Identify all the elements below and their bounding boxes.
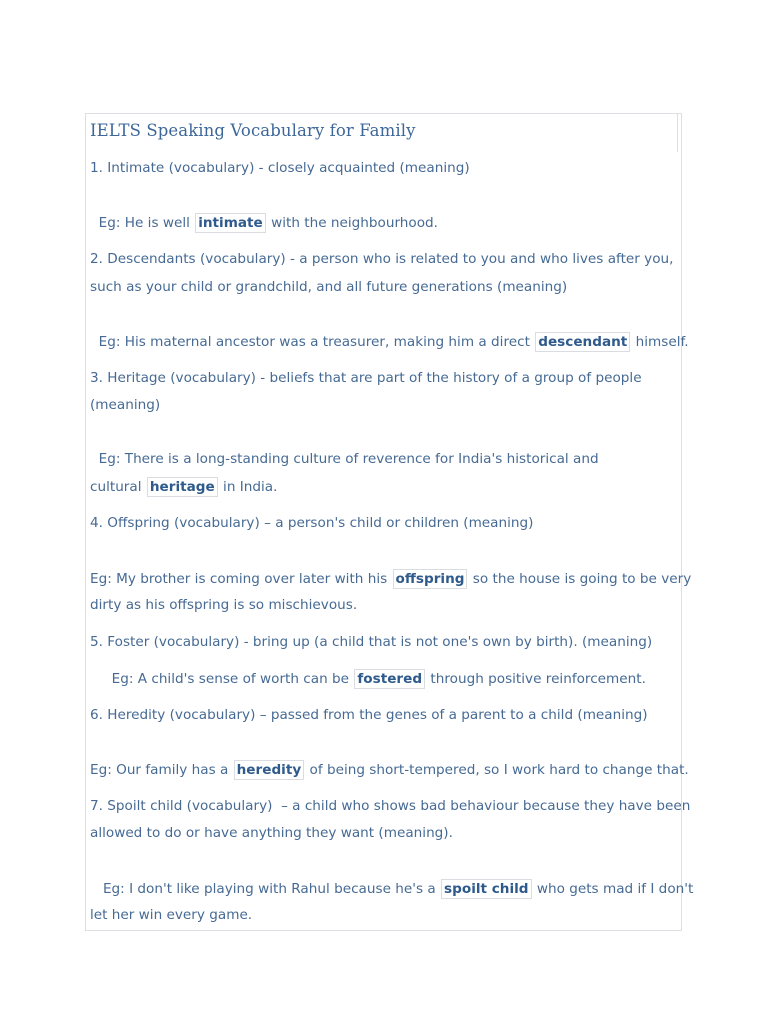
example-text: Eg: Our family has a <box>90 762 233 778</box>
definition-1-line-1: 1. Intimate (vocabulary) - closely acquainted (meaning) <box>90 160 470 176</box>
highlighted-word-offspring: offspring <box>393 569 468 589</box>
example-7-line-2: let her win every game. <box>90 907 253 923</box>
highlighted-word-descendant: descendant <box>535 332 630 352</box>
example-text: Eg: My brother is coming over later with his <box>90 571 392 587</box>
highlighted-word-intimate: intimate <box>195 213 266 233</box>
title-box <box>86 114 678 152</box>
definition-4-line-1: 4. Offspring (vocabulary) – a person's child or children (meaning) <box>90 515 534 531</box>
example-text: so the house is going to be very <box>468 571 692 587</box>
example-text: through positive reinforcement. <box>426 671 646 687</box>
example-2-line-1 <box>90 332 689 352</box>
example-text: with the neighbourhood. <box>266 215 439 231</box>
vocabulary-sheet <box>85 113 694 931</box>
definition-5-line-1: 5. Foster (vocabulary) - bring up (a child that is not one's own by birth). (meaning) <box>90 634 653 650</box>
example-text: himself. <box>631 334 689 350</box>
definition-3-line-2: (meaning) <box>90 397 161 413</box>
example-text: Eg: A child's sense of worth can be <box>90 671 354 687</box>
definition-6-line-1: 6. Heredity (vocabulary) – passed from the genes of a parent to a child (meaning) <box>90 707 648 723</box>
example-4-line-2: dirty as his offspring is so mischievous. <box>90 597 358 613</box>
example-text: cultural <box>90 479 146 495</box>
example-text: of being short-tempered, so I work hard to change that. <box>305 762 689 778</box>
example-6-line-1 <box>90 760 689 780</box>
highlighted-word-spoilt-child: spoilt child <box>441 879 532 899</box>
definition-7-line-2: allowed to do or have anything they want (meaning). <box>90 825 453 841</box>
example-text: Eg: I don't like playing with Rahul because he's a <box>90 881 441 897</box>
example-4-line-1 <box>90 569 691 589</box>
definition-2-line-1: 2. Descendants (vocabulary) - a person who is related to you and who lives after you, <box>90 251 674 267</box>
example-1-line-1 <box>90 213 438 233</box>
example-5-line-1 <box>90 669 646 689</box>
definition-7-line-1: 7. Spoilt child (vocabulary) – a child who shows bad behaviour because they have been <box>90 798 691 814</box>
definition-2-line-2: such as your child or grandchild, and all future generations (meaning) <box>90 279 568 295</box>
highlighted-word-heredity: heredity <box>234 760 305 780</box>
page-title: IELTS Speaking Vocabulary for Family <box>90 121 416 140</box>
example-7-line-1 <box>90 879 693 899</box>
highlighted-word-fostered: fostered <box>354 669 425 689</box>
highlighted-word-heritage: heritage <box>147 477 218 497</box>
example-3-line-2 <box>90 477 277 497</box>
example-3-line-1: Eg: There is a long-standing culture of reverence for India's historical and <box>90 451 599 467</box>
example-text: in India. <box>218 479 278 495</box>
example-text: who gets mad if I don't <box>532 881 694 897</box>
definition-3-line-1: 3. Heritage (vocabulary) - beliefs that are part of the history of a group of people <box>90 370 642 386</box>
example-text: Eg: His maternal ancestor was a treasurer, making him a direct <box>90 334 535 350</box>
example-text: Eg: He is well <box>90 215 195 231</box>
